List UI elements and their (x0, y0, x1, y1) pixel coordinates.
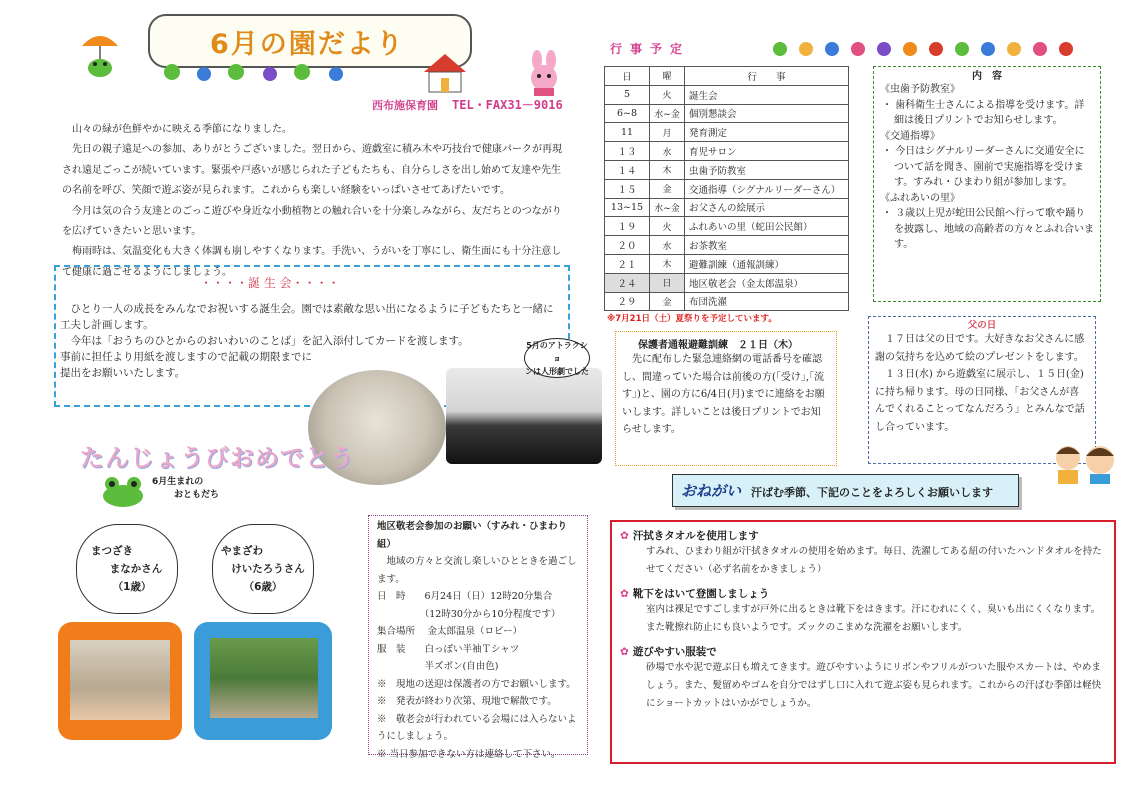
table-cell: １４ (605, 160, 650, 179)
details-heading: 《虫歯予防教室》 (880, 84, 960, 95)
notice-line: ※ 発表が終わり次第、現地で解散です。 (377, 696, 557, 707)
request-banner-label: おねがい (681, 482, 742, 500)
table-row (605, 123, 849, 142)
kid-photo (210, 638, 318, 718)
table-row (605, 85, 849, 104)
kid-name-first: やまざわ (221, 545, 263, 557)
table-cell: 13~15 (605, 198, 650, 217)
request-banner (672, 474, 1019, 507)
details-item: ・ 歯科衛生士さんによる指導を受けます。詳細は後日プリントでお知らせします。 (882, 99, 1085, 126)
flower-icon: ✿ (620, 530, 629, 542)
request-heading-text: 汗拭きタオルを使用します (632, 530, 759, 542)
table-row (605, 198, 849, 217)
table-cell: 水 (650, 142, 685, 161)
notice-line: ※ 敬老会が行われている会場には入らないようにしましょう。 (377, 713, 577, 742)
request-body: 室内は裸足ですごしますが戸外に出るときは靴下をはきます。汗にむれにくく、臭いも出にくくなります。また靴擦れ防止にも良いようです。ズックのこまめな洗濯をお願いします。 (646, 603, 1101, 634)
table-cell: 金 (650, 292, 685, 311)
table-cell: ふれあいの里（蛇田公民館） (685, 217, 849, 236)
june-born-line: おともだち (174, 490, 220, 500)
table-cell: 育児サロン (685, 142, 849, 161)
notice-line: 日 時 6月24日（日）12時20分集合 (377, 591, 553, 602)
summer-festival-note: ※7月21日（土）夏祭りを予定しています。 (607, 314, 777, 324)
column-header: 行 事 (685, 67, 849, 86)
intro-paragraph: 梅雨時は、気温変化も大きく体調も崩しやすくなります。手洗い、うがいを丁寧にし、衛生面にも十分注意して健康に過ごせるようにしましょう。 (62, 246, 562, 278)
attraction-line: 5月のアトラクショ (526, 340, 588, 363)
request-body: 砂場で水や泥で遊ぶ日も増えてきます。遊びやすいようにリボンやフリルがついた服やスカートは、やめましょう。また、髪留めやゴムを自分ではずし口に入れて遊ぶ姿も見られます。これからの汗ばむ季節は軽快にショートカットはいかがでしょうか。 (646, 661, 1102, 710)
request-heading-text: 遊びやすい服装で (632, 645, 717, 658)
table-cell: 交通指導（シグナルリーダーさん） (685, 179, 849, 198)
table-cell: １５ (605, 179, 650, 198)
birthday-line: 事前に担任より用紙を渡しますので記載の期限までに (60, 351, 312, 363)
details-item: ・ 今日はシグナルリーダーさんに交通安全について話を聞き、園前で実施指導を受けます。すみれ・ひまわり組が参加します。 (882, 146, 1085, 188)
table-cell: 避難訓練（通報訓練） (685, 254, 849, 273)
table-row (605, 217, 849, 236)
puppet-show-photo (446, 368, 602, 464)
table-cell: ２９ (605, 292, 650, 311)
table-row (605, 142, 849, 161)
father-child-illustration (1050, 440, 1120, 484)
decorative-icons-row (770, 38, 1090, 60)
table-cell: 個別懇談会 (685, 104, 849, 123)
table-cell: お父さんの絵展示 (685, 198, 849, 217)
birthday-line: 今年は「おうちのひとからのおいわいのことば」を記入添付してカードを渡します。 (70, 335, 469, 347)
table-cell: 水~金 (650, 104, 685, 123)
drill-title: 保護者通報避難訓練 ２１日（木） (638, 340, 798, 351)
table-cell: 誕生会 (685, 85, 849, 104)
flower-icon: ✿ (620, 587, 629, 600)
table-header-row (605, 67, 849, 86)
details-item-text: 歯科衛生士さんによる指導を受けます。詳細は後日プリントでお知らせします。 (894, 99, 1085, 126)
notice-line: 服 装 白っぽい半袖Ｔシャツ (377, 643, 520, 655)
drill-body: 先に配布した緊急連絡網の電話番号を確認し、間違っていた場合は前後の方(｢受け｣,｢流す｣)と、園の方に6/4日(月)までに連絡をお願いします。詳しいことは後日プリントでお知らせします。 (622, 354, 825, 436)
table-cell: 11 (605, 123, 650, 142)
table-row (605, 160, 849, 179)
school-name: 西布施保育園 (372, 99, 438, 112)
kid-name-bubble (76, 524, 178, 614)
kid-name-second: まなかさん (109, 563, 163, 575)
table-cell: 月 (650, 123, 685, 142)
rabbit-illustration (524, 50, 564, 96)
table-cell: 地区敬老会（金太郎温泉） (685, 273, 849, 292)
table-row (605, 292, 849, 311)
notice-line: ※ 当日参加できない方は連絡して下さい。 (377, 748, 561, 760)
table-cell: ２０ (605, 236, 650, 255)
table-cell: 布団洗濯 (685, 292, 849, 311)
table-row (605, 273, 849, 292)
flower-decoration (160, 60, 360, 84)
kid-name-bubble (212, 524, 314, 614)
table-cell: 5 (605, 85, 650, 104)
flower-icon: ✿ (620, 645, 629, 658)
table-cell: お茶教室 (685, 236, 849, 255)
table-cell: 虫歯予防教室 (685, 160, 849, 179)
birthday-line: 提出をお願いいたします。 (60, 367, 186, 379)
table-cell: １３ (605, 142, 650, 161)
request-heading-text: 靴下をはいて登園しましょう (632, 587, 770, 600)
frog-icon (100, 476, 146, 508)
details-title: 内 容 (972, 71, 1002, 82)
table-cell: 木 (650, 160, 685, 179)
schedule-table (604, 66, 849, 311)
intro-text (62, 120, 562, 283)
table-row (605, 104, 849, 123)
table-row (605, 179, 849, 198)
table-cell: 火 (650, 85, 685, 104)
table-cell: 日 (650, 273, 685, 292)
request-banner-text: 汗ばむ季節、下記のことをよろしくお願いします (751, 486, 994, 499)
kid-name-second: けいたろうさん (231, 563, 305, 575)
details-heading: 《ふれあいの里》 (880, 192, 960, 204)
schedule-title: 行事予定 (610, 42, 691, 56)
page-title: 6月の園だより (210, 29, 405, 60)
intro-paragraph: 今月は気の合う友達とのごっこ遊びや身近な小動植物との触れ合いを十分楽しみながら、友だちとのつながりを広げていきたいと思います。 (62, 205, 562, 238)
table-row (605, 254, 849, 273)
fathers-day-line: １３日(水) から遊戯室に展示し、１５日(金)に持ち帰ります。母の日同様、「お父さんが喜んでくれることってなんだろう」とみんなで話し合っています。 (875, 369, 1085, 433)
details-item-text: 今日はシグナルリーダーさんに交通安全について話を聞き、園前で実施指導を受けます。すみれ・ひまわり組が参加します。 (894, 146, 1085, 188)
details-item-text: ３歳以上児が蛇田公民館へ行って歌や踊りを披露し、地域の高齢者の方々とふれ合います。 (894, 208, 1094, 250)
kid-name-first: まつざき (91, 545, 133, 557)
kid-age: （1歳） (112, 581, 152, 593)
table-cell: ２１ (605, 254, 650, 273)
birthday-title: ・・・・誕 生 会・・・・ (200, 276, 340, 290)
june-born-label (152, 476, 219, 502)
column-header: 曜 (650, 67, 685, 86)
details-item: ・ ３歳以上児が蛇田公民館へ行って歌や踊りを披露し、地域の高齢者の方々とふれ合います。 (882, 208, 1094, 250)
table-row (605, 236, 849, 255)
attraction-line: ンは人形劇でした (525, 366, 589, 376)
notice-line: 半ズボン(自由色) (377, 661, 499, 672)
june-born-line: 6月生まれの (152, 477, 204, 487)
notice-line: 地域の方々と交流し楽しいひとときを過ごします。 (377, 556, 577, 585)
request-body: すみれ、ひまわり組が汗拭きタオルの使用を始めます。毎日、洗濯してある紐の付いたハンドタオルを持たせてください（必ず名前をかきましょう） (646, 546, 1102, 576)
attraction-bubble (524, 338, 590, 378)
table-cell: 木 (650, 254, 685, 273)
birthday-banner: たんじょうびおめでとう (80, 444, 355, 472)
keirokai-notice (368, 515, 588, 760)
request-heading (612, 528, 1114, 543)
intro-paragraph: 先日の親子遠足への参加、ありがとうございました。翌日から、遊戯室に積み木や巧技台で健康パークが再現され遠足ごっこが続いています。緊張や戸惑いが感じられた子どもたちも、自分らしさを出し始めて友達や先生の名前を呼び、笑顔で遊ぶ姿が見られます。これからも楽しい経験をいっぱいさせてあげたいです。 (62, 144, 562, 197)
table-cell: ２４ (605, 273, 650, 292)
event-details-box (873, 66, 1101, 302)
notice-title: 地区敬老会参加のお願い（すみれ・ひまわり組） (377, 521, 568, 550)
table-cell: 金 (650, 179, 685, 198)
notice-line: ※ 現地の送迎は保護者の方でお願いします。 (377, 678, 576, 690)
birthday-line: ひとり一人の成長をみんなでお祝いする誕生会。園では素敵な思い出になるように子どもたちと一緒に工夫し計画します。 (60, 303, 554, 331)
table-cell: 水~金 (650, 198, 685, 217)
house-illustration (420, 50, 470, 94)
requests-box (610, 520, 1116, 764)
evacuation-drill-box (615, 331, 837, 466)
tel-fax: TEL・FAX31－9016 (452, 98, 563, 112)
table-cell: 火 (650, 217, 685, 236)
request-heading (612, 586, 1114, 601)
fathers-day-line: １７日は父の日です。大好きなお父さんに感謝の気持ちを込めて絵のプレゼントをします。 (875, 334, 1085, 363)
kid-photo (70, 640, 170, 720)
notice-line: 集合場所 金太郎温泉（ロビー） (377, 626, 523, 637)
umbrella-frog-illustration (78, 30, 122, 78)
table-cell: 発育測定 (685, 123, 849, 142)
notice-line: （12時30分から10分程度です） (377, 608, 561, 620)
request-heading (612, 644, 1114, 659)
kid-age: （6歳） (243, 581, 283, 593)
table-cell: 水 (650, 236, 685, 255)
fathers-day-title: 父の日 (967, 320, 997, 331)
table-cell: １９ (605, 217, 650, 236)
intro-paragraph: 山々の緑が色鮮やかに映える季節になりました。 (72, 124, 292, 135)
column-header: 日 (605, 67, 650, 86)
table-cell: 6~8 (605, 104, 650, 123)
details-heading: 《交通指導》 (880, 130, 940, 142)
